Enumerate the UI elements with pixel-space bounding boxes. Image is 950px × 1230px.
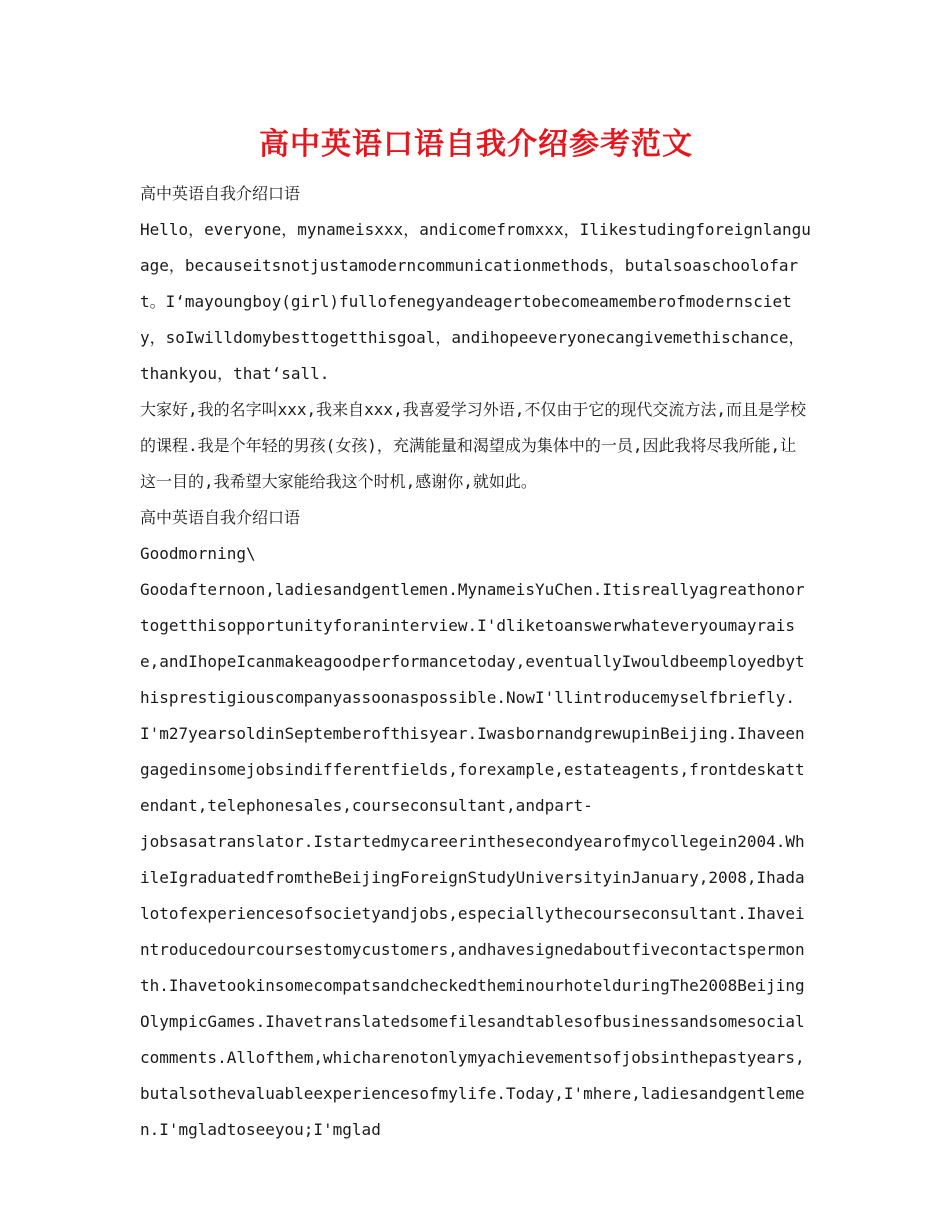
english-paragraph: Hello，everyone，mynameisxxx，andicomefromxxx，Ilikestudingforeignlanguage，becauseitsnotjustamoderncommunicationmethods，butalsoaschoolofart。I‘mayoungboy(girl)fullofenegyandeagertobecomeamemberofmodernsciety，soIwilldomybesttogetthisgoal，andihopeeveryonecangivemethischance，thankyou，that‘sall. [140,220,811,383]
section-heading: 高中英语自我介绍口语 [140,508,301,527]
greeting-line: Goodmorning\ [140,544,256,563]
english-paragraph: Goodafternoon,ladiesandgentlemen.MynameisYuChen.Itisreallyagreathonortogetthisopportunityforaninterview.I'dliketoanswerwhateveryoumayraise,andIhopeIcanmakeagoodperformancetoday,eventuallyIwouldbeemployedbythisprestigiouscompanyassoonaspossible.NowI'llintroducemyselfbriefly.I'm27yearsoldinSeptemberofthisyear.IwasbornandgrewupinBeijing.Ihaveengagedinsomejobsindifferentfields,forexample,estateagents,frontdeskattendant,telephonesales,courseconsultant,andpart- [140,580,805,815]
document-page [140,120,812,1148]
chinese-paragraph: 大家好,我的名字叫xxx,我来自xxx,我喜爱学习外语,不仅由于它的现代交流方法,而且是学校的课程.我是个年轻的男孩(女孩)，充满能量和渴望成为集体中的一员,因此我将尽我所能,让这一目的,我希望大家能给我这个时机,感谢你,就如此。 [140,400,806,491]
english-paragraph: jobsasatranslator.Istartedmycareerinthesecondyearofmycollegein2004.WhileIgraduatedfromtheBeijingForeignStudyUniversityinJanuary,2008,Ihadalotofexperiencesofsocietyandjobs,especiallythecourseconsultant.Ihaveintroducedourcoursestomycustomers,andhavesignedaboutfivecontactspermonth.IhavetookinsomecompatsandcheckedtheminourhotelduringThe2008BeijingOlympicGames.Ihavetranslatedsomefilesandtablesofbusinessandsomesocialcomments.Allofthem,whicharenotonlymyachievementsofjobsinthepastyears,butalsothevaluableexperiencesofmylife.Today,I'mhere,ladiesandgentlemen.I'mgladtoseeyou;I'mglad [140,832,805,1139]
document-title: 高中英语口语自我介绍参考范文 [259,127,693,162]
section-heading: 高中英语自我介绍口语 [140,184,301,203]
